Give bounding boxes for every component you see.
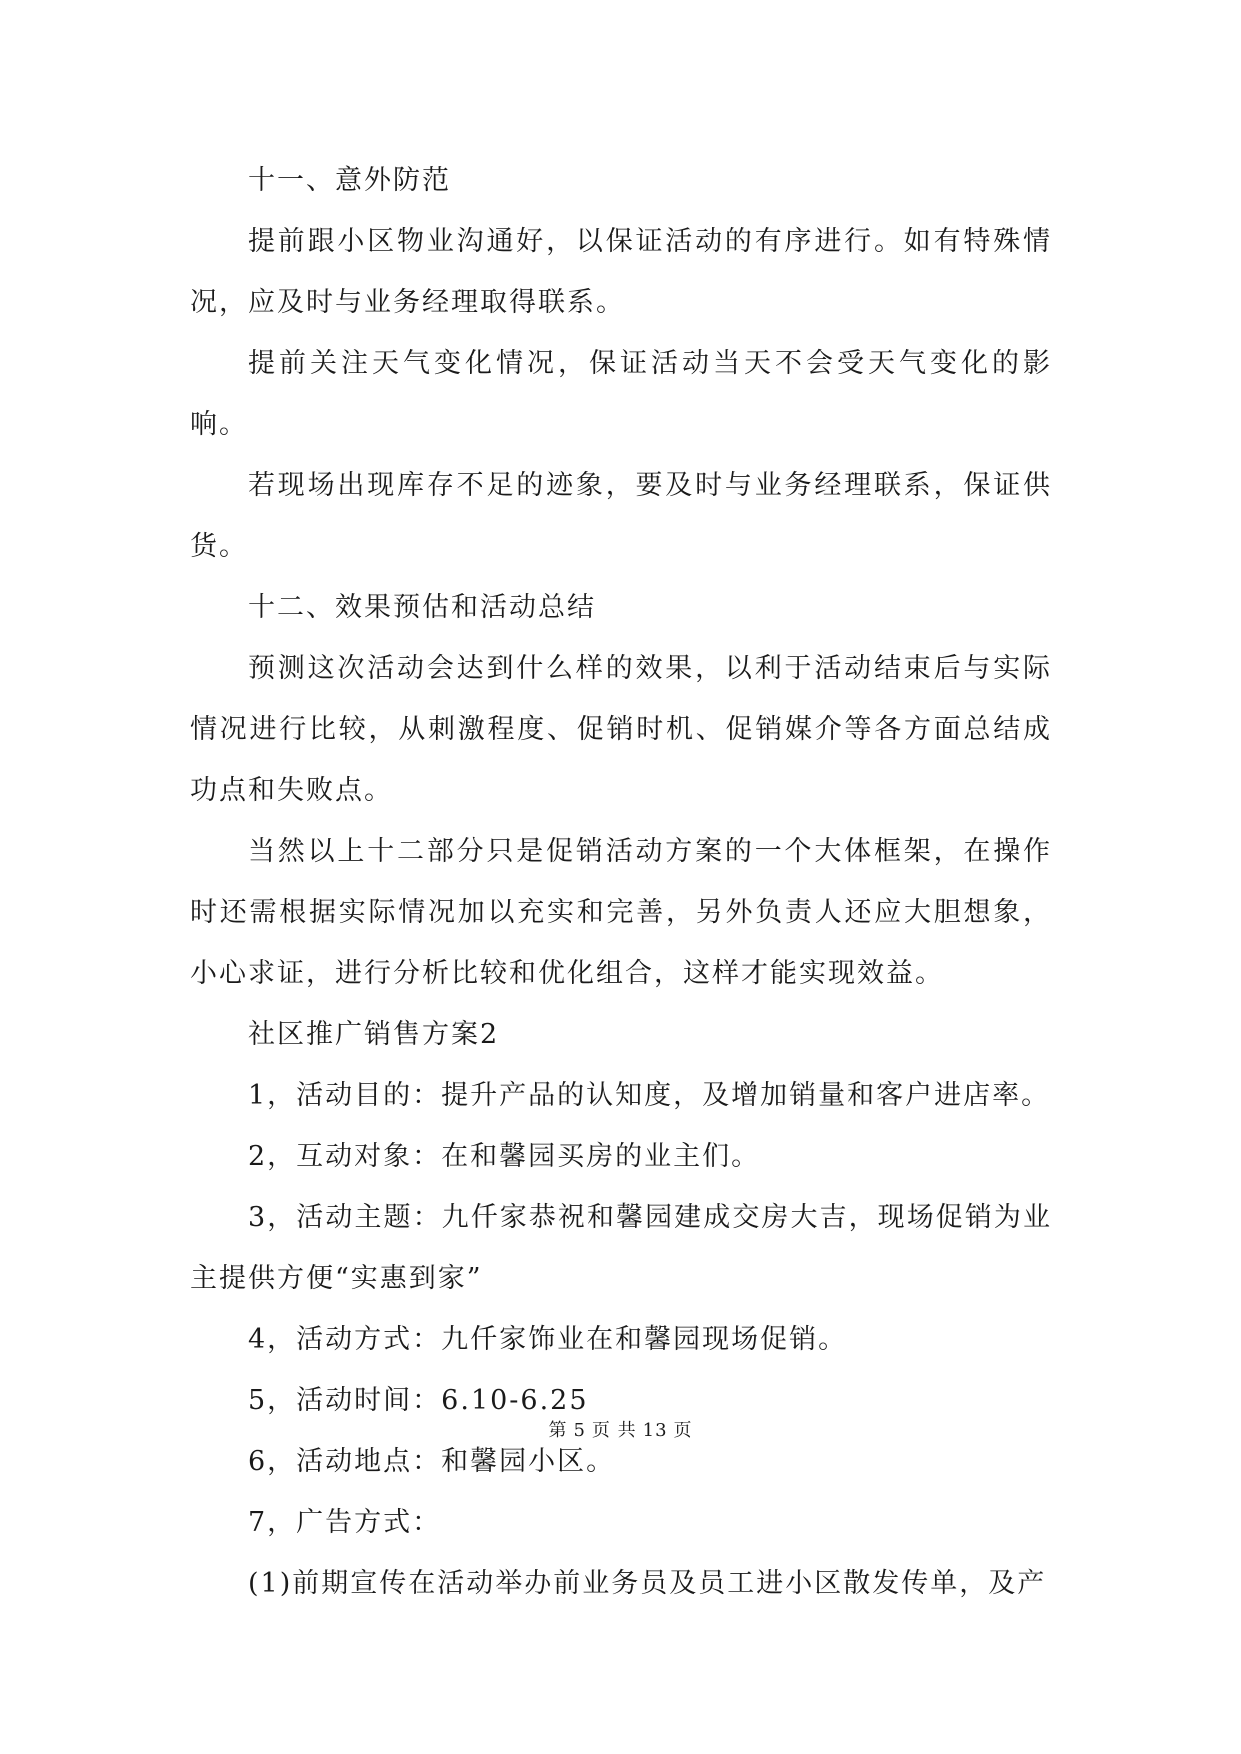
paragraph: 若现场出现库存不足的迹象，要及时与业务经理联系，保证供货。 [190,470,1052,562]
footer-prefix: 第 [548,1420,568,1441]
paragraph: 提前关注天气变化情况，保证活动当天不会受天气变化的影响。 [190,348,1052,440]
list-item: 6，活动地点：和馨园小区。 [248,1446,616,1477]
list-item: 4，活动方式：九仟家饰业在和馨园现场促销。 [248,1324,848,1355]
paragraph: 预测这次活动会达到什么样的效果，以利于活动结束后与实际情况进行比较，从刺激程度、促销时机、促销媒介等各方面总结成功点和失败点。 [190,653,1052,806]
section-heading: 十一、意外防范 [248,165,451,196]
list-item: 7，广告方式： [248,1507,442,1538]
footer-middle: 页 共 [591,1420,637,1441]
document-body [190,150,1052,1614]
footer-suffix: 页 [673,1420,693,1441]
paragraph: 当然以上十二部分只是促销活动方案的一个大体框架，在操作时还需根据实际情况加以充实和完善，另外负责人还应大胆想象，小心求证，进行分析比较和优化组合，这样才能实现效益。 [190,836,1052,989]
list-item: 2，互动对象：在和馨园买房的业主们。 [248,1141,761,1172]
list-item: (1)前期宣传在活动举办前业务员及员工进小区散发传单，及产 [248,1568,1047,1599]
list-item: 1，活动目的：提升产品的认知度，及增加销量和客户进店率。 [248,1080,1051,1111]
page-footer [0,1419,1241,1443]
paragraph: 提前跟小区物业沟通好，以保证活动的有序进行。如有特殊情况，应及时与业务经理取得联系。 [190,226,1052,318]
total-page-count: 13 [642,1420,668,1441]
section-heading: 社区推广销售方案2 [248,1019,500,1050]
list-item: 5，活动时间：6.10-6.25 [248,1385,589,1416]
section-heading: 十二、效果预估和活动总结 [248,592,596,623]
current-page-number: 5 [573,1420,586,1441]
list-item: 3，活动主题：九仟家恭祝和馨园建成交房大吉，现场促销为业主提供方便“实惠到家” [190,1202,1052,1294]
